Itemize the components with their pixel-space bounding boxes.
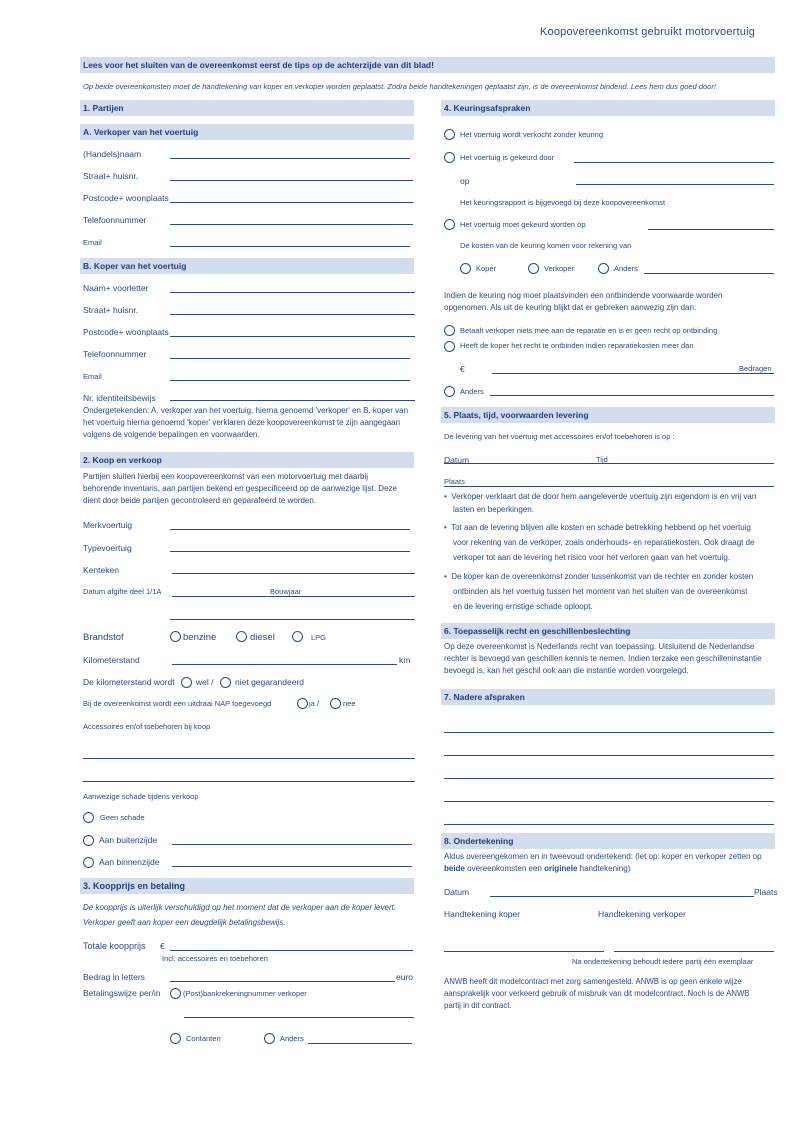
field-line-reparatie-bedrag[interactable] (492, 373, 774, 374)
field-line-email-koper[interactable] (170, 380, 410, 381)
radio-label-ja: ja / (309, 699, 320, 708)
field-line-straat-koper[interactable] (170, 314, 415, 315)
field-label-merk: Merkvoertuig (83, 520, 133, 530)
field-label-bouwjaar: Bouwjaar (270, 587, 302, 596)
indien-keuring-text (444, 290, 722, 314)
radio-label-betaalt-niets: Betaalt verkoper niets mee aan de reparatie en is er geen recht op ontbinding (460, 326, 718, 335)
bullet-line: en de levering ernstige schade oploopt. (453, 602, 593, 611)
field-label-kilometerstand: Kilometerstand (83, 655, 140, 665)
bullet-line: verkoper tot aan de levering het risico voor het verloren gaan van het voertuig. (453, 553, 731, 562)
section-7-header: 7. Nadere afspraken (441, 689, 775, 705)
radio-nap-ja[interactable] (297, 698, 308, 709)
section-1b-header: B. Koper van het voertuig (80, 258, 414, 274)
field-label-levering-tijd: Tijd (596, 455, 608, 464)
euro-sign-reparatie: € (460, 364, 465, 374)
indien-keuring-line: opgenomen. Als uit de keuring blijkt dat er gebreken aanwezig zijn dan: (444, 303, 697, 312)
field-label-email-verkoper: Email (83, 238, 102, 247)
field-label-handtekening-verkoper: Handtekening verkoper (598, 909, 686, 919)
field-label-levering-plaats: Plaats (444, 477, 465, 486)
exemplaar-note: Na ondertekening behoudt iedere partij één exemplaar (572, 957, 754, 966)
radio-kosten-koper[interactable] (460, 263, 471, 274)
anwb-line: ANWB heeft dit modelcontract met zorg samengesteld. ANWB is op geen enkele wijze (444, 977, 742, 986)
radio-label-wel: wel / (196, 677, 214, 687)
field-line-kosten-anders[interactable] (644, 273, 774, 274)
field-line-handelsnaam[interactable] (170, 158, 410, 159)
nadere-afspraken-line[interactable] (444, 801, 774, 802)
field-line-email-verkoper[interactable] (170, 246, 410, 247)
field-label-accessoires: Accessoires en/of toebehoren bij koop (83, 722, 211, 731)
field-label-levering-datum: Datum (444, 455, 470, 465)
anwb-line: partij in dit contract. (444, 1001, 512, 1010)
field-line-schade-binnen[interactable] (172, 866, 412, 867)
field-label-telefoon-verkoper: Telefoonnummer (83, 215, 147, 225)
radio-contanten[interactable] (170, 1033, 181, 1044)
field-label-handtekening-koper: Handtekening koper (444, 909, 521, 919)
ondertekening-text-part: handtekening) (577, 864, 631, 873)
incl-accessoires: Incl. accessoires en toebehoren (162, 954, 268, 963)
field-line-telefoon-koper[interactable] (170, 358, 410, 359)
radio-zonder-keuring[interactable] (444, 129, 455, 140)
field-line-type[interactable] (170, 551, 410, 552)
koopprijs-intro-line: De koopprijs is uiterlijk verschuldigd op het moment dat de verkoper aan de koper levert. (83, 903, 397, 912)
levering-bullet (444, 521, 755, 564)
field-label-identiteitsbewijs: Nr. identiteitsbewijs (83, 393, 156, 403)
field-label-telefoon-koper: Telefoonnummer (83, 349, 147, 359)
field-line-accessoires-1[interactable] (83, 758, 415, 759)
section-2-header: 2. Koop en verkoop (80, 452, 414, 468)
radio-benzine[interactable] (170, 631, 181, 642)
nadere-afspraken-line[interactable] (444, 755, 774, 756)
bullet-line: • Verkoper verklaart dat de door hem aangeleverde voertuig zijn eigendom is en vrij van (444, 492, 757, 501)
field-line-onderteken-datum[interactable] (490, 896, 754, 897)
bullet-line: • Tot aan de levering blijven alle kosten en schade betrekking hebbend op het voertuig (444, 523, 751, 532)
koopprijs-intro-line: Verkoper geeft aan koper een deugdelijk betalingsbewijs. (83, 918, 286, 927)
kosten-keuring-text: De kosten van de keuring komen voor rekening van (460, 241, 632, 250)
radio-label-benzine: benzine (183, 632, 217, 643)
radio-keuring-anders[interactable] (444, 386, 455, 397)
bullet-text: De koper kan de overeenkomst zonder tussenkomst van de rechter en zonder kosten (451, 572, 754, 581)
field-label-naam-koper: Naam+ voorletter (83, 283, 149, 293)
field-line-betaal-anders[interactable] (308, 1043, 412, 1044)
field-label-datum-afgifte: Datum afgifte deel 1/1A (83, 587, 162, 596)
section-1-header: 1. Partijen (80, 100, 414, 116)
radio-betaal-anders[interactable] (264, 1033, 275, 1044)
recht-text (444, 641, 762, 677)
field-line-identiteitsbewijs[interactable] (170, 400, 415, 401)
ondertekening-line (444, 863, 762, 875)
field-line-gekeurd-door[interactable] (574, 162, 774, 163)
bullet-text: Verkoper verklaart dat de door hem aangeleverde voertuig zijn eigendom is en vrij van (451, 492, 757, 501)
ondertekening-text-part: overeenkomsten een (464, 864, 545, 873)
koop-intro-line: behorende inventaris, aan partijen bekend en gespecificeerd op de aanwezige lijst. Deze (83, 484, 397, 493)
radio-gekeurd-door[interactable] (444, 152, 455, 163)
field-label-handelsnaam: (Handels)naam (83, 149, 142, 159)
radio-label-kosten-koper: Koper (476, 264, 497, 273)
field-label-op: op (460, 176, 470, 186)
radio-label-schade-binnen: Aan binnenzijde (99, 857, 160, 867)
anwb-disclaimer (444, 976, 750, 1012)
field-line-moet-gekeurd[interactable] (648, 229, 774, 230)
radio-label-contanten: Contanten (186, 1034, 221, 1043)
radio-recht-ontbinden[interactable] (444, 341, 455, 352)
anwb-line: aansprakelijk voor verkeerd gebruik of misbruik van dit modelcontract. Noch is de ANWB (444, 989, 750, 998)
field-line-straat-verkoper[interactable] (170, 180, 413, 181)
euro-sign-totaal: € (160, 941, 165, 951)
field-line-levering-plaats[interactable] (444, 486, 774, 487)
section-6-header: 6. Toepasselijk recht en geschillenbeslechting (441, 623, 775, 639)
bold-originele: originele (544, 864, 578, 873)
field-line-naam-koper[interactable] (170, 292, 415, 293)
field-label-bedrag-letters: Bedrag in letters (83, 972, 145, 982)
bedragen-label: Bedragen (739, 364, 772, 373)
bold-beide: beide (444, 864, 465, 873)
radio-label-moet-gekeurd: Het voertuig moet gekeurd worden op (460, 220, 586, 229)
ondertekening-line: Aldus overeengekomen en in tweevoud ondertekend: (let op: koper en verkoper zetten op (444, 852, 762, 861)
tip-bar: Lees voor het sluiten van de overeenkomst eerst de tips op de achterzijde van dit blad! (80, 57, 775, 73)
section-5-header: 5. Plaats, tijd, voorwaarden levering (441, 407, 775, 423)
section-1a-header: A. Verkoper van het voertuig (80, 124, 414, 140)
field-line-postcode-verkoper[interactable] (170, 202, 413, 203)
field-line-keuring-anders[interactable] (490, 395, 774, 396)
radio-moet-gekeurd[interactable] (444, 219, 455, 230)
field-line-keuring-op[interactable] (576, 184, 774, 185)
radio-lpg[interactable] (292, 631, 303, 642)
radio-label-nee: nee (343, 699, 356, 708)
radio-label-kosten-verkoper: Verkoper (544, 264, 575, 273)
radio-nap-nee[interactable] (330, 698, 341, 709)
bullet-line: lasten en beperkingen. (453, 505, 534, 514)
nadere-afspraken-line[interactable] (444, 824, 774, 825)
signature-line-verkoper[interactable] (614, 951, 774, 952)
field-line-kilometerstand[interactable] (172, 664, 397, 665)
field-line-kenteken[interactable] (172, 573, 415, 574)
radio-diesel[interactable] (236, 631, 247, 642)
levering-bullet (444, 570, 753, 613)
indien-keuring-line: Indien de keuring nog moet plaatsvinden een ontbindende voorwaarde worden (444, 291, 723, 300)
field-line-merk[interactable] (170, 529, 410, 530)
field-label-straat-koper: Straat+ huisnr. (83, 305, 139, 315)
field-label-betalingswijze: Betalingswijze per/in (83, 988, 161, 998)
bullet-line: voor rekening van de verkoper, zoals onderhouds- en reparatiekosten. Ook draagt de (453, 538, 755, 547)
radio-label-bankrekening: (Post)bankrekeningnummer verkoper (183, 989, 307, 998)
field-label-brandstof: Brandstof (83, 632, 124, 643)
radio-betaalt-niets[interactable] (444, 325, 455, 336)
radio-label-keuring-anders: Anders (460, 387, 484, 396)
km-unit: km (399, 655, 411, 665)
koop-intro-line: dient door beide partijen gecontroleerd en geparafeerd te worden. (83, 496, 317, 505)
recht-line: rechter is bevoegd van geschillen kennis te nemen. Indien terzake een geschilleninstantie (444, 654, 762, 663)
field-label-postcode-koper: Postcode+ woonplaats (83, 327, 169, 337)
bullet-text: Tot aan de levering blijven alle kosten en schade betrekking hebbend op het voertuig (451, 523, 751, 532)
radio-label-schade-buiten: Aan buitenzijde (99, 835, 158, 845)
bullet-line: • De koper kan de overeenkomst zonder tussenkomst van de rechter en zonder kosten (444, 572, 754, 581)
field-label-onderteken-datum: Datum (444, 887, 470, 897)
field-label-type: Typevoertuig (83, 543, 132, 553)
ondergetekenden-line: volgens de volgende bepalingen en voorwaarden. (83, 430, 260, 439)
radio-label-gekeurd-door: Het voertuig is gekeurd door (460, 153, 555, 162)
field-label-km-wordt: De kilometerstand wordt (83, 677, 175, 687)
radio-bankrekening[interactable] (170, 988, 181, 999)
recht-line: bevoegd is, kan het geschil ook aan die instantie worden voorgelegd. (444, 666, 689, 675)
field-label-kenteken: Kenteken (83, 565, 119, 575)
levering-bullet (444, 490, 756, 516)
keuringsrapport-text: Het keuringsrapport is bijgevoegd bij deze koopovereenkomst (460, 198, 666, 207)
radio-kosten-verkoper[interactable] (528, 263, 539, 274)
radio-geen-schade[interactable] (83, 812, 94, 823)
nadere-afspraken-line[interactable] (444, 778, 774, 779)
levering-intro: De levering van het voertuig met accessoires en/of toebehoren is op : (444, 432, 675, 441)
radio-label-zonder-keuring: Het voertuig wordt verkocht zonder keuring (460, 130, 603, 139)
ondergetekenden-line: Ondergetekenden: A. verkoper van het voertuig, hierna genoemd 'verkoper' en B. koper van (83, 406, 409, 415)
recht-line: Op deze overeenkomst is Nederlands recht van toepassing. Uitsluitend de Nederlandse (444, 642, 755, 651)
field-line-bedrag-letters[interactable] (170, 981, 395, 982)
koop-intro-line: Partijen sluiten hierbij een koopovereenkomst van een motorvoertuig met daarbij (83, 472, 369, 481)
field-line-extra[interactable] (170, 619, 415, 620)
section-8-header: 8. Ondertekening (441, 833, 775, 849)
ondergetekenden-text (83, 405, 408, 441)
binding-notice: Op beide overeenkomsten moet de handtekening van koper en verkoper worden geplaatst. Zodra beide handtekeningen geplaatst zijn, is de overeenkomst bindend. Lees hem dus goed door! (83, 82, 716, 91)
field-line-totale-koopprijs[interactable] (170, 950, 413, 951)
field-label-postcode-verkoper: Postcode+ woonplaats (83, 193, 169, 203)
field-line-schade-buiten[interactable] (172, 844, 412, 845)
field-label-totale-koopprijs: Totale koopprijs (83, 941, 146, 951)
radio-schade-buiten[interactable] (83, 835, 94, 846)
koop-intro-text (83, 471, 397, 507)
radio-label-lpg: LPG (311, 633, 327, 642)
document-title: Koopovereenkomst gebruikt motorvoertuig (540, 26, 756, 38)
radio-label-kosten-anders: Anders (614, 264, 638, 273)
nadere-afspraken-line[interactable] (444, 732, 774, 733)
radio-label-diesel: diesel (250, 632, 275, 643)
field-label-email-koper: Email (83, 372, 102, 381)
field-line-accessoires-2[interactable] (83, 781, 415, 782)
radio-km-wel[interactable] (181, 677, 192, 688)
field-line-postcode-koper[interactable] (170, 336, 415, 337)
ondergetekenden-line: het voertuig hierna genoemd 'koper' verklaren deze koopovereenkomst te zijn aangegaan (83, 418, 401, 427)
ondertekening-text (444, 851, 762, 875)
radio-schade-binnen[interactable] (83, 857, 94, 868)
field-label-onderteken-plaats: Plaats (754, 887, 778, 897)
radio-label-betaal-anders: Anders (280, 1034, 304, 1043)
radio-label-geen-schade: Geen schade (100, 813, 145, 822)
radio-km-niet[interactable] (220, 677, 231, 688)
field-line-levering-datum-tijd[interactable] (444, 463, 774, 464)
signature-line-koper[interactable] (444, 951, 604, 952)
field-label-nap: Bij de overeenkomst wordt een uitdraai NAP toegevoegd (83, 699, 272, 708)
radio-kosten-anders[interactable] (598, 263, 609, 274)
field-line-telefoon-verkoper[interactable] (170, 224, 413, 225)
radio-label-niet: niet gegarandeerd (235, 677, 305, 687)
bullet-line: ontbinden als het voertuig tussen het moment van het sluiten van de overeenkomst (453, 587, 748, 596)
field-label-straat-verkoper: Straat+ huisnr. (83, 171, 139, 181)
euro-unit: euro (396, 972, 414, 982)
field-line-datum-bouwjaar[interactable] (172, 596, 415, 597)
radio-label-recht-ontbinden: Heeft de koper het recht te ontbinden indien reparatiekosten meer dan (460, 341, 694, 350)
field-line-bankrekening[interactable] (184, 1017, 414, 1018)
field-label-schade: Aanwezige schade tijdens verkoop (83, 792, 199, 801)
section-4-header: 4. Keuringsafspraken (441, 100, 775, 116)
koopprijs-intro (83, 902, 396, 929)
section-3-header: 3. Koopprijs en betaling (80, 878, 414, 894)
